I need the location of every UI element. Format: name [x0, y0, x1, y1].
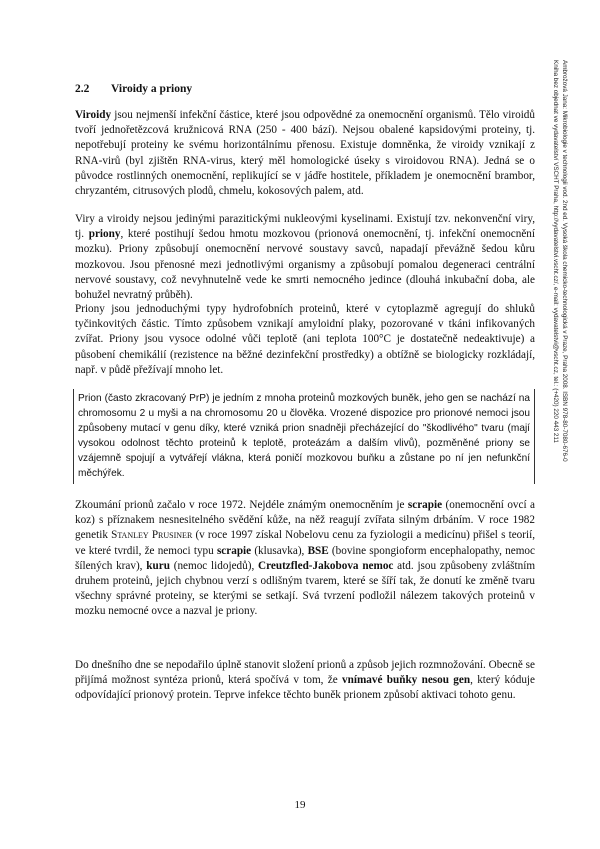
sidenote-line: Ambrožová Jana: Mikrobiologie v technologii vod. 2nd ed. Vysoká škola chemicko-technologická v Praze, Praha 2008. ISBN 978-80-7080-676-0: [561, 60, 568, 462]
paragraph-text: Viry a viroidy nejsou jedinými parazitickými nukleovými kyselinami. Existují tzv. nekonvenční viry, tj.: [75, 213, 535, 241]
term-creutzfeld-jakob: Creutzfled-Jakobova nemoc: [258, 559, 394, 572]
copyright-sidenote: [551, 60, 568, 600]
page-number: 19: [294, 799, 306, 811]
paragraph-text: (nemoc lidojedů),: [169, 559, 259, 572]
paragraph-text: (klusavka),: [251, 544, 308, 557]
term-kuru: kuru: [146, 559, 170, 572]
person-name: Stanley Prusiner: [111, 529, 193, 542]
paragraph-text: , které postihují šedou hmotu mozkovou (prionová onemocnění, tj. infekční onemocnění mozku). Priony způsobují onemocnění nervové soustavy savců, napadají převážně šedou kůru mozkovou. Jsou přenosné mezi jednotlivými organismy a způsobují pomalou degeneraci centrální nervové soustavy, což nevyhnutelně vede ke smrti nemocného jedince (dlouhá inkubační doba, ale bohužel nevratný průběh).: [75, 228, 535, 302]
term-bse: BSE: [307, 544, 329, 557]
sidenote-line: Kniha bez objednat ve vydavatelství VŠCHT Praha, http://vydavatelstvi.vscht.cz/, e-mail: vydavatelstvi@vscht.cz, tel.: (+420) 220 443 211: [552, 60, 560, 443]
paragraph-prions-intro: [75, 212, 535, 303]
term-viroidy: Viroidy: [75, 109, 112, 121]
section-number: 2.2: [75, 83, 90, 95]
paragraph-text: , který kóduje odpovídající prionový protein. Teprve infekce těchto buněk prionem způsobí aktivaci tohoto genu.: [75, 674, 535, 702]
paragraph-prion-research: [75, 498, 535, 620]
paragraph-text: atd. jsou způsobeny zvláštním druhem proteinů, jejich chybnou verzí s odlišným tvarem, které se šíří tak, že donutí ke změně tvaru všechny správné proteiny, se kterými se setkají. Svá tvrzení podložil nálezem takových proteinů v mozku nemocné ovce a nazval je priony.: [75, 559, 536, 618]
paragraph-text: (v roce 1997 získal Nobelovu cenu za fyziologii a medicínu) přišel s teorií, ve které tvrdil, že nemoci typu: [75, 529, 535, 557]
info-box-text: Prion (často zkracovaný PrP) je jedním z mnoha proteinů mozkových buněk, jeho gen se nachází na chromosomu 2 u myši a na chromosomu 20 u člověka. Vrozené dispozice pro prionové nemoci jsou způsobeny mutací v genu díky, které vzniká prion snadněji přecházející do "škodlivého" tvaru (mají vysokou odolnost těchto proteinů k teplotě, proteázám a dalším vlivů), pozměněné priony se vzájemně spojují a vytvářejí vlákna, která poničí mozkovou buňku a zůstane po ní jen nefunkční měchýřek.: [78, 393, 530, 480]
term-priony: priony: [88, 228, 121, 241]
paragraph-text: (bovine spongioform encephalopathy, nemoc šílených krav),: [75, 544, 535, 572]
prion-info-box: [73, 389, 535, 484]
paragraph-text: Do dnešního dne se nepodařilo úplně stanovit složení prionů a způsob jejich rozmnožování. Obecně se přijímá možnost syntéza prionů, která spočívá v tom, že: [75, 659, 535, 687]
term-scrapie: scrapie: [216, 544, 252, 557]
paragraph-text: Zkoumání prionů začalo v roce 1972. Nejdéle známým onemocněním je: [75, 499, 408, 511]
section-heading: [75, 83, 192, 95]
section-title: Viroidy a priony: [111, 83, 193, 95]
term-scrapie: scrapie: [407, 499, 443, 511]
paragraph-text: jsou nejmenší infekční částice, které jsou odpovědné za onemocnění organismů. Tělo viroidů tvoří jednořetězcová kružnicová RNA (250 - 400 bází). Nejsou obalené kapsidovými proteiny, tj. nepotřebují proteiny ke svému horizontálnímu přenosu. Existuje domněnka, že viroidy vznikají z RNA-virů (byl zjištěn RNA-virus, který měl homologické úseky s viroidovou RNA). Jedná se o původce rostlinných onemocnění, replikující se v jádře hostitele, příkladem je onemocnění brambor, chryzantém, citrusových plodů, chmelu, kokosových palem, atd.: [75, 109, 535, 198]
paragraph-text: (onemocnění ovcí a koz) s příznakem nesnesitelného svědění kůže, na něž reagují zvířata silným drbáním. V roce 1982 genetik: [75, 499, 535, 542]
paragraph-viroids: [75, 108, 535, 199]
paragraph-prions-properties: [75, 302, 535, 378]
paragraph-text: Priony jsou jednoduchými typy hydrofobních proteinů, které v cytoplazmě agregují do shluků tyčinkovitých částic. Tímto způsobem vznikají amyloidní plaky, pozorované v tkáni infikovaných zvířat. Priony jsou vysoce odolné vůči teplotě (ani teplota 100°C je dostatečně nedeaktivuje) a působení chemikálií (rezistence na běžné dezinfekční prostředky) a obtížně se biologicky rozkládají, např. v půdě přežívají mnoho let.: [75, 303, 535, 376]
paragraph-prion-synthesis: [75, 658, 535, 704]
term-susceptible-cells: vnímavé buňky nesou gen: [342, 674, 471, 687]
